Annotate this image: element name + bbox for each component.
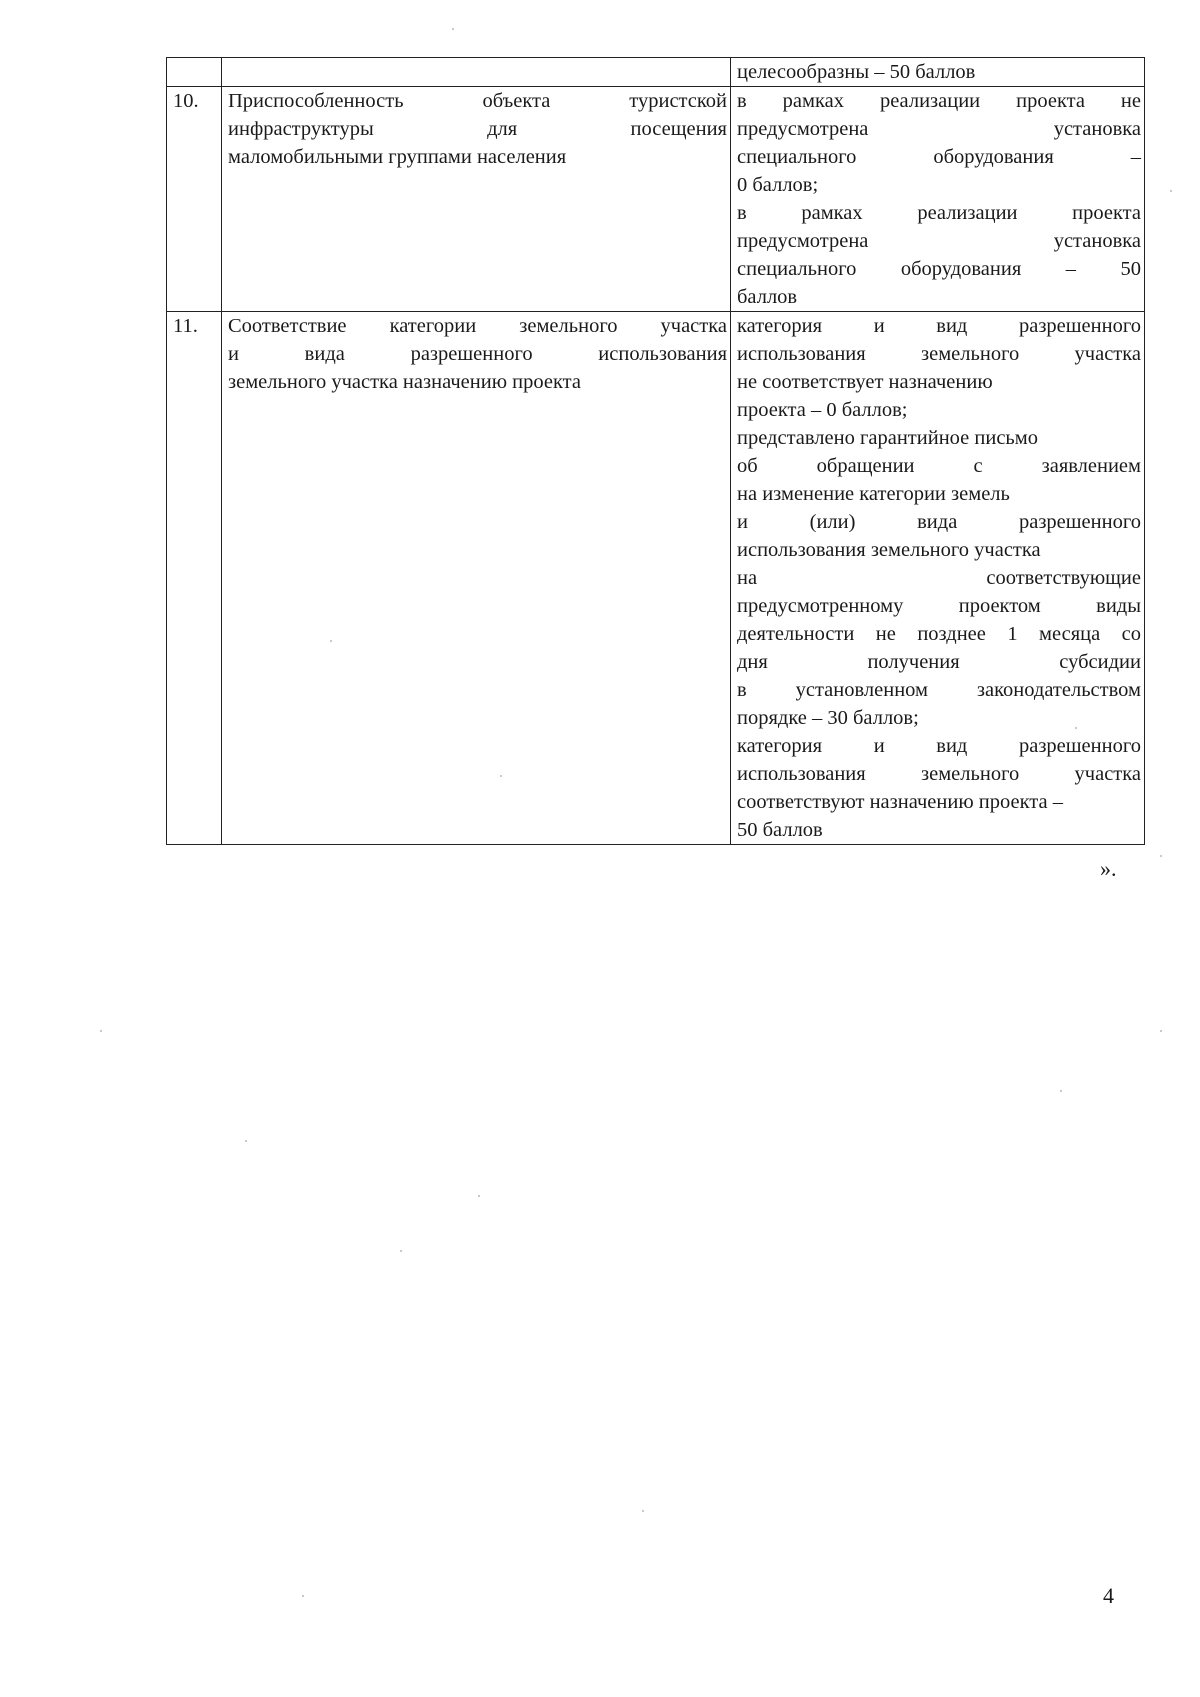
score-line: баллов (737, 286, 798, 308)
score-line: представлено гарантийное письмо (737, 427, 1039, 449)
score-line: использования земельного участка (737, 763, 1141, 785)
score-line: предусмотрена установка (737, 118, 1141, 140)
score-line: соответствуют назначению проекта – (737, 791, 1063, 813)
scan-speck (642, 1510, 644, 1512)
scan-speck (1170, 190, 1172, 192)
score-line: использования земельного участка (737, 539, 1041, 561)
criterion-line: инфраструктуры для посещения (228, 118, 727, 140)
score-line: об обращении с заявлением (737, 455, 1141, 477)
score-line: специального оборудования – 50 (737, 258, 1141, 280)
score-line: предусмотрена установка (737, 230, 1141, 252)
row-number-cell (167, 58, 222, 87)
criterion-line: земельного участка назначению проекта (228, 371, 581, 393)
score-line: целесообразны – 50 баллов (737, 61, 976, 83)
criteria-table-body (167, 58, 1145, 845)
score-cell (731, 58, 1145, 87)
scan-speck (1060, 1090, 1062, 1092)
scan-speck (100, 1030, 102, 1032)
scan-speck (1160, 1030, 1162, 1032)
table-row (167, 87, 1145, 312)
score-cell (731, 87, 1145, 312)
criterion-line: Приспособленность объекта туристской (228, 90, 727, 112)
criterion-cell (222, 87, 731, 312)
score-line: категория и вид разрешенного (737, 735, 1141, 757)
score-cell (731, 312, 1145, 845)
scan-speck (302, 1595, 304, 1597)
row-number-cell: 11. (167, 312, 222, 845)
criterion-line: и вида разрешенного использования (228, 343, 727, 365)
table-row (167, 58, 1145, 87)
page-number: 4 (1103, 1583, 1114, 1608)
score-line: проекта – 0 баллов; (737, 399, 908, 421)
score-line: использования земельного участка (737, 343, 1141, 365)
score-line: деятельности не позднее 1 месяца со (737, 623, 1141, 645)
score-line: предусмотренному проектом виды (737, 595, 1141, 617)
score-line: в рамках реализации проекта (737, 202, 1141, 224)
scan-speck (452, 28, 454, 30)
scan-speck (245, 1140, 247, 1142)
score-line: специального оборудования – (737, 146, 1141, 168)
scan-speck (1160, 855, 1162, 857)
table-row (167, 312, 1145, 845)
score-line: и (или) вида разрешенного (737, 511, 1141, 533)
score-line: не соответствует назначению (737, 371, 993, 393)
scan-speck (478, 1195, 480, 1197)
closing-quote: ». (1100, 856, 1117, 881)
score-line: 50 баллов (737, 819, 823, 841)
scan-speck (400, 1250, 402, 1252)
criterion-cell (222, 312, 731, 845)
score-line: на изменение категории земель (737, 483, 1010, 505)
score-line: категория и вид разрешенного (737, 315, 1141, 337)
criteria-table (166, 57, 1145, 845)
score-line: на соответствующие (737, 567, 1141, 589)
row-number-cell: 10. (167, 87, 222, 312)
criterion-line: маломобильными группами населения (228, 146, 567, 168)
score-line: порядке – 30 баллов; (737, 707, 919, 729)
criterion-line: Соответствие категории земельного участка (228, 315, 727, 337)
score-line: в установленном законодательством (737, 679, 1141, 701)
score-line: дня получения субсидии (737, 651, 1141, 673)
criterion-cell (222, 58, 731, 87)
score-line: в рамках реализации проекта не (737, 90, 1141, 112)
score-line: 0 баллов; (737, 174, 819, 196)
